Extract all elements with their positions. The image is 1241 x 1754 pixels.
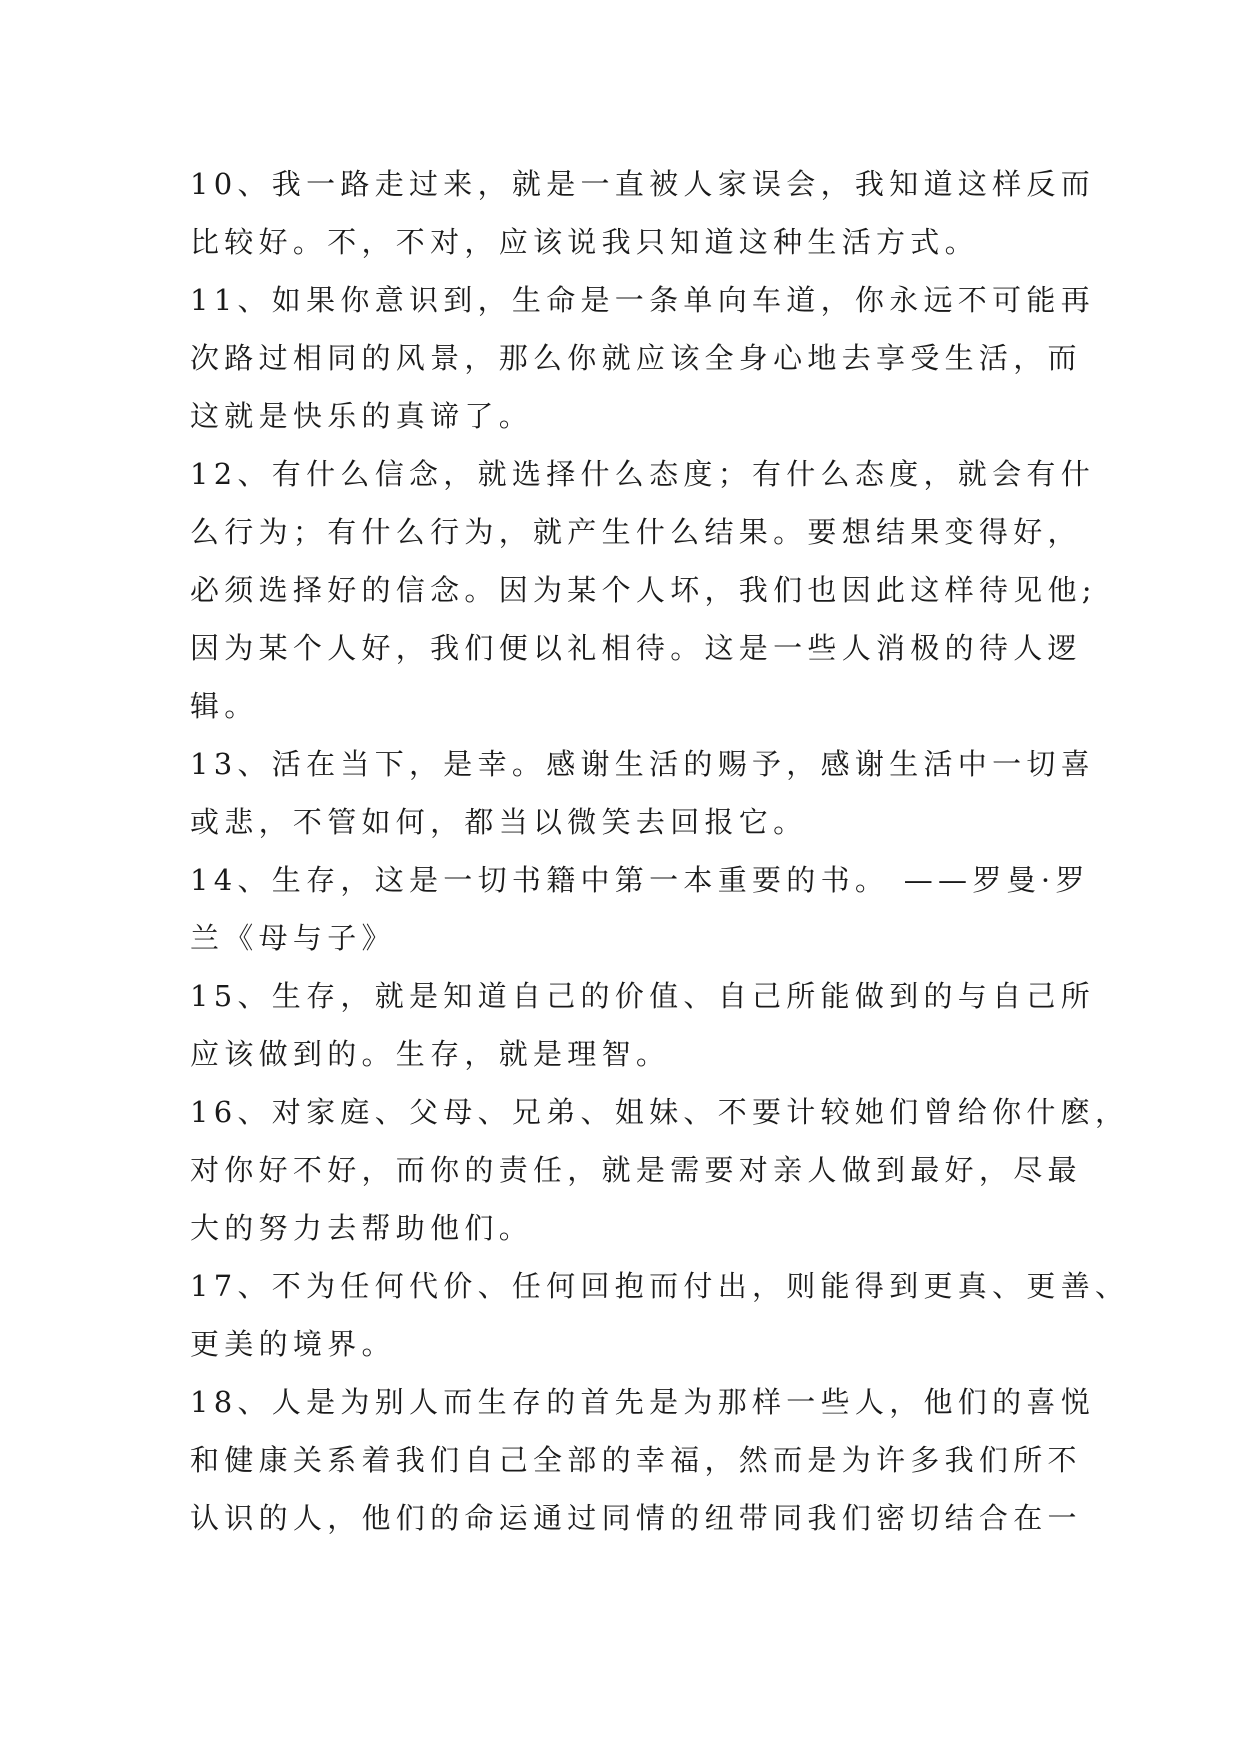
text-line: 10、我一路走过来，就是一直被人家误会，我知道这样反而: [190, 167, 1096, 201]
text-line: 大的努力去帮助他们。: [190, 1211, 534, 1245]
text-line: 或悲，不管如何，都当以微笑去回报它。: [190, 805, 808, 839]
text-line: 比较好。不，不对，应该说我只知道这种生活方式。: [190, 225, 979, 259]
text-line: 对你好不好，而你的责任，就是需要对亲人做到最好，尽最: [190, 1153, 1082, 1187]
text-line: 17、不为任何代价、任何回抱而付出，则能得到更真、更善、: [190, 1269, 1130, 1303]
text-line: 和健康关系着我们自己全部的幸福，然而是为许多我们所不: [190, 1443, 1082, 1477]
text-line: 认识的人，他们的命运通过同情的纽带同我们密切结合在一: [190, 1501, 1082, 1535]
text-line: 11、如果你意识到，生命是一条单向车道，你永远不可能再: [190, 283, 1096, 317]
text-line: 13、活在当下，是幸。感谢生活的赐予，感谢生活中一切喜: [190, 747, 1096, 781]
text-line: 么行为；有什么行为，就产生什么结果。要想结果变得好，: [190, 515, 1082, 549]
text-line: 12、有什么信念，就选择什么态度；有什么态度，就会有什: [190, 457, 1096, 491]
text-line: 这就是快乐的真谛了。: [190, 399, 534, 433]
text-line: 辑。: [190, 689, 259, 723]
text-line: 16、对家庭、父母、兄弟、姐妹、不要计较她们曾给你什麽，: [190, 1095, 1130, 1129]
document-body: [190, 155, 1130, 1547]
text-line: 15、生存，就是知道自己的价值、自己所能做到的与自己所: [190, 979, 1096, 1013]
text-line: 兰《母与子》: [190, 921, 396, 955]
text-line: 14、生存，这是一切书籍中第一本重要的书。 ——罗曼·罗: [190, 863, 1090, 897]
text-line: 更美的境界。: [190, 1327, 396, 1361]
text-line: 因为某个人好，我们便以礼相待。这是一些人消极的待人逻: [190, 631, 1082, 665]
text-line: 次路过相同的风景，那么你就应该全身心地去享受生活，而: [190, 341, 1082, 375]
text-line: 18、人是为别人而生存的首先是为那样一些人，他们的喜悦: [190, 1385, 1096, 1419]
text-line: 应该做到的。生存，就是理智。: [190, 1037, 671, 1071]
text-line: 必须选择好的信念。因为某个人坏，我们也因此这样待见他;: [190, 573, 1097, 607]
